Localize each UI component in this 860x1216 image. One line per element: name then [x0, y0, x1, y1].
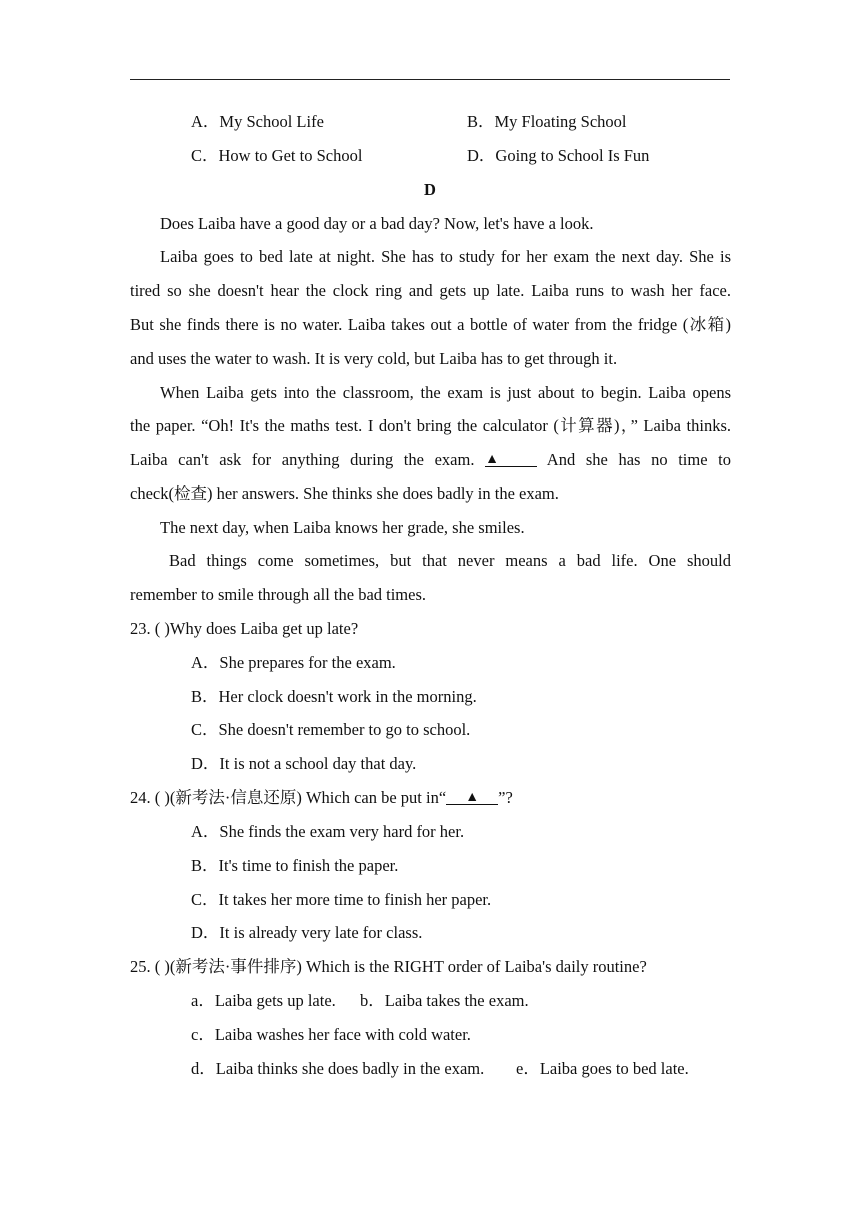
- passage-paragraph-5-line-1: Bad things come sometimes, but that never means a bad life. One should: [169, 551, 731, 570]
- question-25-event-b: b．Laiba takes the exam.: [360, 991, 529, 1010]
- question-25-event-a: a．Laiba gets up late.: [191, 991, 336, 1010]
- answer-blank: [485, 450, 537, 470]
- option-c-prev: C．How to Get to School: [191, 146, 363, 165]
- triangle-icon: ▲: [485, 452, 499, 467]
- question-24-stem-end: ”?: [498, 788, 513, 807]
- question-23-option-a: A．She prepares for the exam.: [191, 653, 396, 672]
- passage-paragraph-2-line-1: Laiba goes to bed late at night. She has to study for her exam the next day. She is: [160, 247, 731, 266]
- header-rule: [130, 79, 730, 80]
- passage-paragraph-3-line-3: [130, 450, 731, 470]
- question-24-option-b: B．It's time to finish the paper.: [191, 856, 399, 875]
- question-24-option-c: C．It takes her more time to finish her paper.: [191, 890, 492, 909]
- option-a-prev: A．My School Life: [191, 112, 324, 131]
- passage-paragraph-2-line-3: But she finds there is no water. Laiba takes out a bottle of water from the fridge (冰箱): [130, 315, 731, 334]
- option-b-prev: B．My Floating School: [467, 112, 627, 131]
- question-23-stem: 23. ( )Why does Laiba get up late?: [130, 619, 359, 638]
- question-24-blank: [446, 788, 498, 808]
- passage-heading: D: [424, 180, 436, 199]
- question-23-option-b: B．Her clock doesn't work in the morning.: [191, 687, 477, 706]
- passage-paragraph-2-line-4: and uses the water to wash. It is very cold, but Laiba has to get through it.: [130, 349, 618, 368]
- question-24-stem-text: 24. ( )(新考法·信息还原) Which can be put in“: [130, 788, 447, 807]
- question-25-event-c: c．Laiba washes her face with cold water.: [191, 1025, 471, 1044]
- question-25-event-e: e．Laiba goes to bed late.: [516, 1059, 689, 1078]
- line-3-text-a: Laiba can't ask for anything during the exam.: [130, 450, 475, 469]
- passage-paragraph-5-line-2: remember to smile through all the bad times.: [130, 585, 427, 604]
- question-24-option-d: D．It is already very late for class.: [191, 923, 423, 942]
- triangle-icon: ▲: [465, 790, 480, 805]
- question-24-stem: [130, 788, 513, 808]
- line-3-text-b: And she has no time to: [546, 450, 731, 469]
- question-23-option-c: C．She doesn't remember to go to school.: [191, 720, 471, 739]
- option-d-prev: D．Going to School Is Fun: [467, 146, 650, 165]
- passage-paragraph-1: Does Laiba have a good day or a bad day? Now, let's have a look.: [160, 214, 594, 233]
- question-25-event-d: d．Laiba thinks she does badly in the exam.: [191, 1059, 485, 1078]
- passage-paragraph-3-line-4: check(检查) her answers. She thinks she does badly in the exam.: [130, 484, 559, 503]
- passage-paragraph-3-line-2: the paper. “Oh! It's the maths test. I don't bring the calculator (计算器)，” Laiba thinks.: [130, 416, 731, 435]
- question-23-option-d: D．It is not a school day that day.: [191, 754, 417, 773]
- passage-paragraph-4: The next day, when Laiba knows her grade, she smiles.: [160, 518, 525, 537]
- passage-paragraph-2-line-2: tired so she doesn't hear the clock ring and gets up late. Laiba runs to wash her face.: [130, 281, 731, 300]
- question-24-option-a: A．She finds the exam very hard for her.: [191, 822, 465, 841]
- question-25-stem: 25. ( )(新考法·事件排序) Which is the RIGHT order of Laiba's daily routine?: [130, 957, 647, 976]
- passage-paragraph-3-line-1: When Laiba gets into the classroom, the exam is just about to begin. Laiba opens: [160, 383, 731, 402]
